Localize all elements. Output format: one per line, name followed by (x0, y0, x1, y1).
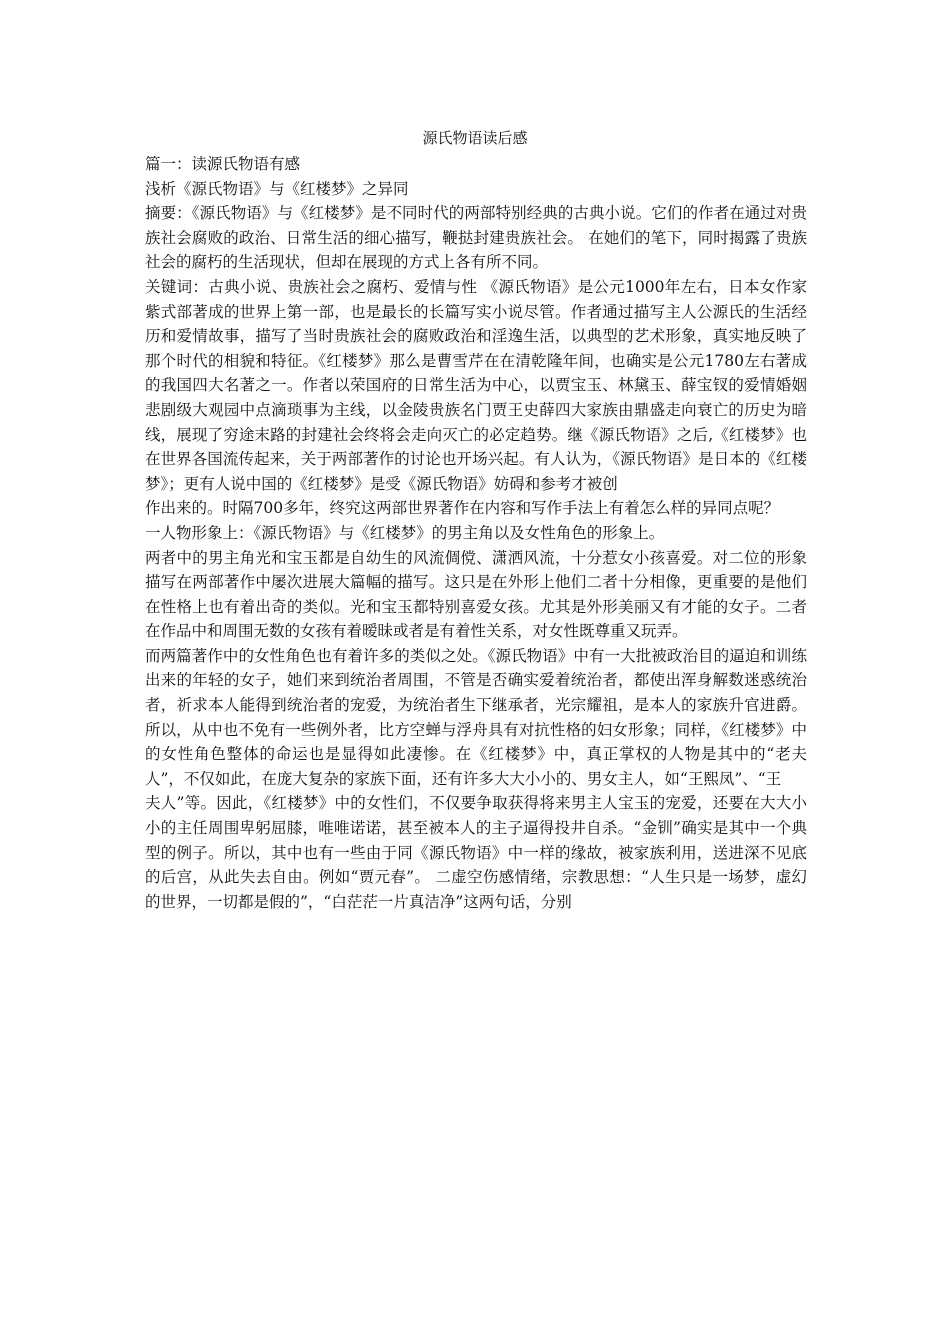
article-title: 浅析《源氏物语》与《红楼梦》之异同 (145, 179, 409, 198)
keywords-paragraph: 关键词：古典小说、贵族社会之腐朽、爱情与性 《源氏物语》是公元1000年左右，日本女作家紫式部著成的世界上第一部，也是最长的长篇写实小说尽管。作者通过描写主人公源氏的生活经历和爱情故事，描写了当时贵族社会的腐败政治和淫逸生活，以典型的艺术形象，真实地反映了那个时代的相貌和特征。《红楼梦》那么是曹雪芹在在清乾隆年间，也确实是公元1780左右著成的我国四大名著之一。作者以荣国府的日常生活为中心，以贾宝玉、林黛玉、薛宝钗的爱情婚姻悲剧级大观园中点滴琐事为主线，以金陵贵族名门贾王史薛四大家族由鼎盛走向衰亡的历史为暗线，展现了穷途末路的封建社会终将会走向灭亡的必定趋势。继《源氏物语》之后,《红楼梦》也在世界各国流传起来，关于两部著作的讨论也开场兴起。有人认为，《源氏物语》是日本的《红楼梦》；更有人说中国的《红楼梦》是受《源氏物语》妨碍和参考才被创 (145, 277, 807, 493)
document-body (145, 152, 807, 914)
body-paragraph: 夫人”等。因此，《红楼梦》中的女性们，不仅要争取获得将来男主人宝玉的宠爱，还要在大大小小的主任周围卑躬屈膝，唯唯诺诺，甚至被本人的主子逼得投井自杀。“金钏”确实是其中一个典型的例子。所以，其中也有一些由于同《源氏物语》中一样的缘故，被家族利用，送进深不见底的后宫，从此失去自由。例如“贾元春”。 二虚空伤感情绪，宗教思想：“人生只是一场梦，虚幻的世界，一切都是假的”，“白茫茫一片真洁净”这两句话，分别 (145, 794, 807, 911)
body-paragraph: 两者中的男主角光和宝玉都是自幼生的风流倜傥、潇洒风流，十分惹女小孩喜爱。对二位的形象描写在两部著作中屡次进展大篇幅的描写。这只是在外形上他们二者十分相像，更重要的是他们在性格上也有着出奇的类似。光和宝玉都特别喜爱女孩。尤其是外形美丽又有才能的女子。二者在作品中和周围无数的女孩有着暧昧或者是有着性关系，对女性既尊重又玩弄。 (145, 548, 807, 641)
body-paragraph: 而两篇著作中的女性角色也有着许多的类似之处。《源氏物语》中有一大批被政治目的逼迫和训练出来的年轻的女子，她们来到统治者周围，不管是否确实爱着统治者，都使出浑身解数迷惑统治者，祈求本人能得到统治者的宠爱，为统治者生下继承者，光宗耀祖，是本人的家族升官进爵。所以，从中也不免有一些例外者，比方空蝉与浮舟具有对抗性格的妇女形象；同样，《红楼梦》中的女性角色整体的命运也是显得如此凄惨。在《红楼梦》中，真正掌权的人物是其中的“老夫人”，不仅如此，在庞大复杂的家族下面，还有许多大大小小的、男女主人，如“王熙凤”、“王 (145, 646, 807, 788)
body-paragraph: 作出来的。时隔700多年，终究这两部世界著作在内容和写作手法上有着怎么样的异同点呢？ (145, 499, 780, 518)
section-heading: 篇一：读源氏物语有感 (145, 155, 301, 173)
abstract-paragraph: 摘要：《源氏物语》与《红楼梦》是不同时代的两部特别经典的古典小说。它们的作者在通过对贵族社会腐败的政治、日常生活的细心描写，鞭挞封建贵族社会。 在她们的笔下，同时揭露了贵族社会的腐朽的生活现状，但却在展现的方式上各有所不同。 (145, 204, 807, 272)
body-paragraph: 一人物形象上：《源氏物语》与《红楼梦》的男主角以及女性角色的形象上。 (145, 523, 665, 542)
document-title: 源氏物语读后感 (422, 129, 528, 147)
